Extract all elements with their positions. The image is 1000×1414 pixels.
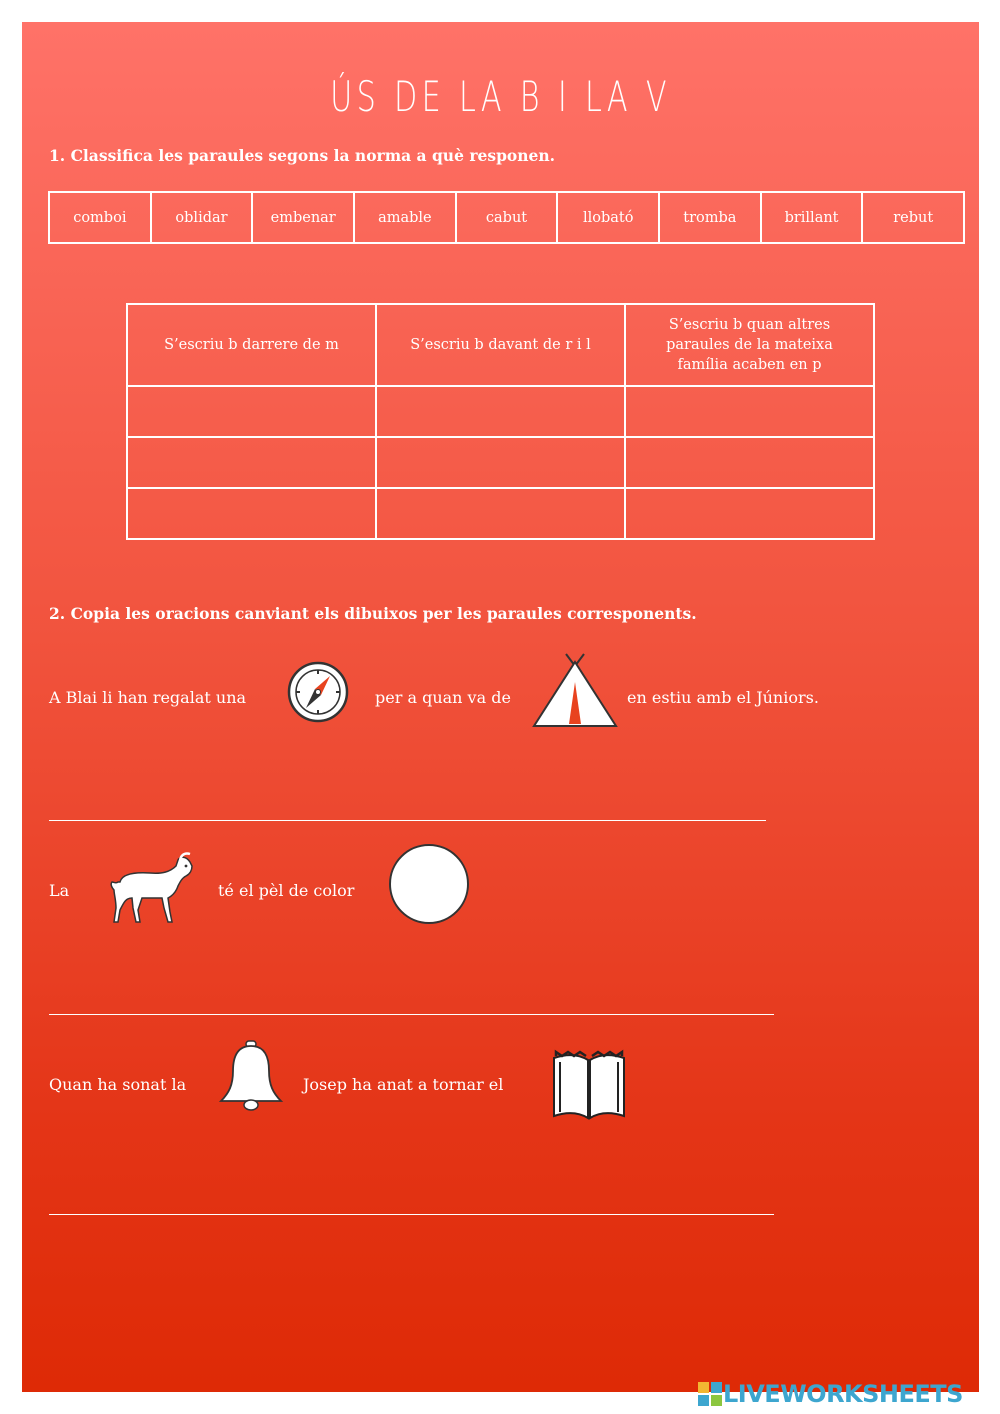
- answer-line-2[interactable]: [49, 1014, 774, 1015]
- exercise-1-heading: 1. Classifica les paraules segons la norma a què responen.: [49, 146, 556, 165]
- drop-cell[interactable]: [625, 386, 874, 437]
- sentence-1-part-3: en estiu amb el Júniors.: [627, 688, 819, 707]
- word-cell[interactable]: brillant: [762, 193, 864, 242]
- answer-line-1[interactable]: [49, 820, 766, 821]
- word-cell[interactable]: rebut: [893, 209, 934, 226]
- sentence-1-part-1: A Blai li han regalat una: [49, 688, 247, 707]
- sentence-1-part-2: per a quan va de: [375, 688, 511, 707]
- liveworksheets-logo-icon: [697, 1381, 723, 1407]
- word-cell[interactable]: llobató: [558, 193, 660, 242]
- tent-icon: [532, 652, 618, 728]
- classification-table: [126, 303, 875, 540]
- drop-cell[interactable]: [376, 488, 625, 539]
- word-cell[interactable]: comboi: [50, 193, 152, 242]
- exercise-2-heading: 2. Copia les oracions canviant els dibuixos per les paraules corresponents.: [49, 604, 697, 623]
- word-cell[interactable]: embenar: [253, 193, 355, 242]
- drop-cell[interactable]: [625, 488, 874, 539]
- sentence-3-part-2: Josep ha anat a tornar el: [303, 1075, 504, 1094]
- worksheet-page: [22, 22, 979, 1392]
- sentence-2-part-1: La: [49, 881, 70, 900]
- drop-cell[interactable]: [376, 386, 625, 437]
- liveworksheets-brand: LIVEWORKSHEETS: [723, 1380, 963, 1408]
- compass-icon: [286, 660, 350, 724]
- drop-cell[interactable]: [127, 386, 376, 437]
- word-bank: [48, 191, 965, 244]
- drop-cell[interactable]: [625, 437, 874, 488]
- answer-line-3[interactable]: [49, 1214, 774, 1215]
- sentence-2-part-2: té el pèl de color: [218, 881, 355, 900]
- word-cell[interactable]: cabut: [457, 193, 559, 242]
- drop-cell[interactable]: [127, 488, 376, 539]
- book-icon: [550, 1048, 628, 1120]
- word-cell[interactable]: amable: [355, 193, 457, 242]
- goat-icon: [106, 852, 196, 926]
- word-cell[interactable]: oblidar: [152, 193, 254, 242]
- bell-icon: [215, 1039, 287, 1113]
- page-title: ÚS DE LA B I LA V: [330, 72, 671, 121]
- column-header-before-r-l: S’escriu b davant de r i l: [376, 304, 625, 386]
- white-circle: [388, 843, 470, 925]
- drop-cell[interactable]: [376, 437, 625, 488]
- liveworksheets-logo[interactable]: [697, 1381, 963, 1407]
- column-header-after-m: S’escriu b darrere de m: [127, 304, 376, 386]
- sentence-3-part-1: Quan ha sonat la: [49, 1075, 187, 1094]
- column-header-family-p: S’escriu b quan altres paraules de la mateixa família acaben en p: [625, 304, 874, 386]
- drop-cell[interactable]: [127, 437, 376, 488]
- word-cell[interactable]: tromba: [660, 193, 762, 242]
